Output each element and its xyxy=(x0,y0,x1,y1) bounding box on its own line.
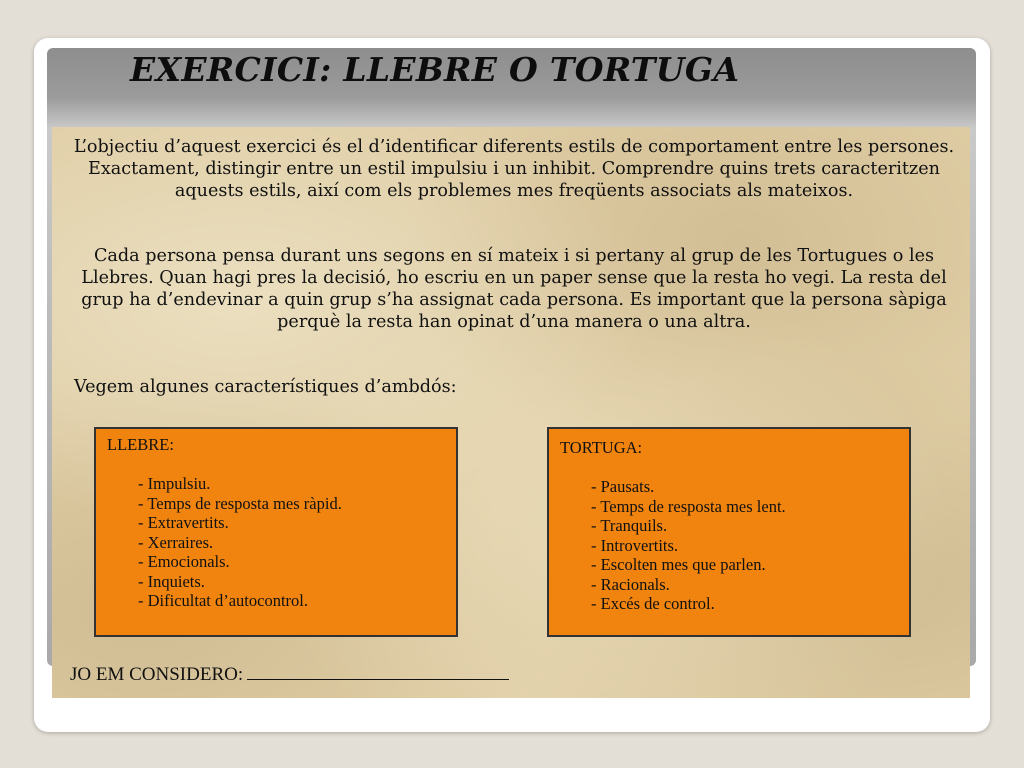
tortoise-box xyxy=(547,427,911,637)
list-item: - Xerraires. xyxy=(138,532,214,552)
list-item: - Temps de resposta mes lent. xyxy=(591,496,786,516)
tortoise-title: TORTUGA: xyxy=(560,438,643,457)
list-item: - Escolten mes que parlen. xyxy=(591,555,766,574)
list-item: - Extravertits. xyxy=(138,513,229,532)
objective-paragraph: L’objectiu d’aquest exercici és el d’identificar diferents estils de comportament entre les persones. Exactament, distingir entre un estil impulsiu i un inhibit. Comprendre quins trets caracteritzen aquests estils, així com els problemes mes freqüents associats als mateixos. xyxy=(73,137,955,201)
list-item: - Inquiets. xyxy=(138,571,205,591)
list-item: - Emocionals. xyxy=(138,552,230,571)
list-item: - Racionals. xyxy=(591,574,670,594)
answer-blank[interactable] xyxy=(247,661,509,680)
list-item: - Dificultat d’autocontrol. xyxy=(138,591,308,610)
hare-box xyxy=(94,427,458,637)
list-item: - Tranquils. xyxy=(591,516,668,535)
list-item: - Pausats. xyxy=(591,477,655,496)
self-assessment-line xyxy=(70,661,509,686)
instructions-paragraph: Cada persona pensa durant uns segons en sí mateix i si pertany al grup de les Tortugues o les Llebres. Quan hagi pres la decisió, ho escriu en un paper sense que la resta ho vegi. La resta del grup ha d’endevinar a quin grup s’ha assignat cada persona. Es important que la persona sàpiga perquè la resta han opinat d’una manera o una altra. xyxy=(81,246,947,332)
list-item: - Introvertits. xyxy=(591,535,679,555)
hare-title: LLEBRE: xyxy=(107,435,174,454)
list-item: - Temps de resposta mes ràpid. xyxy=(138,493,342,513)
slide-title: EXERCICI: LLEBRE O TORTUGA xyxy=(130,50,740,89)
characteristics-intro: Vegem algunes característiques d’ambdós: xyxy=(74,377,457,397)
self-assessment-label: JO EM CONSIDERO: xyxy=(70,664,244,685)
tortoise-list xyxy=(591,477,786,614)
hare-list xyxy=(138,474,342,611)
list-item: - Impulsiu. xyxy=(138,474,211,493)
list-item: - Excés de control. xyxy=(591,594,715,613)
